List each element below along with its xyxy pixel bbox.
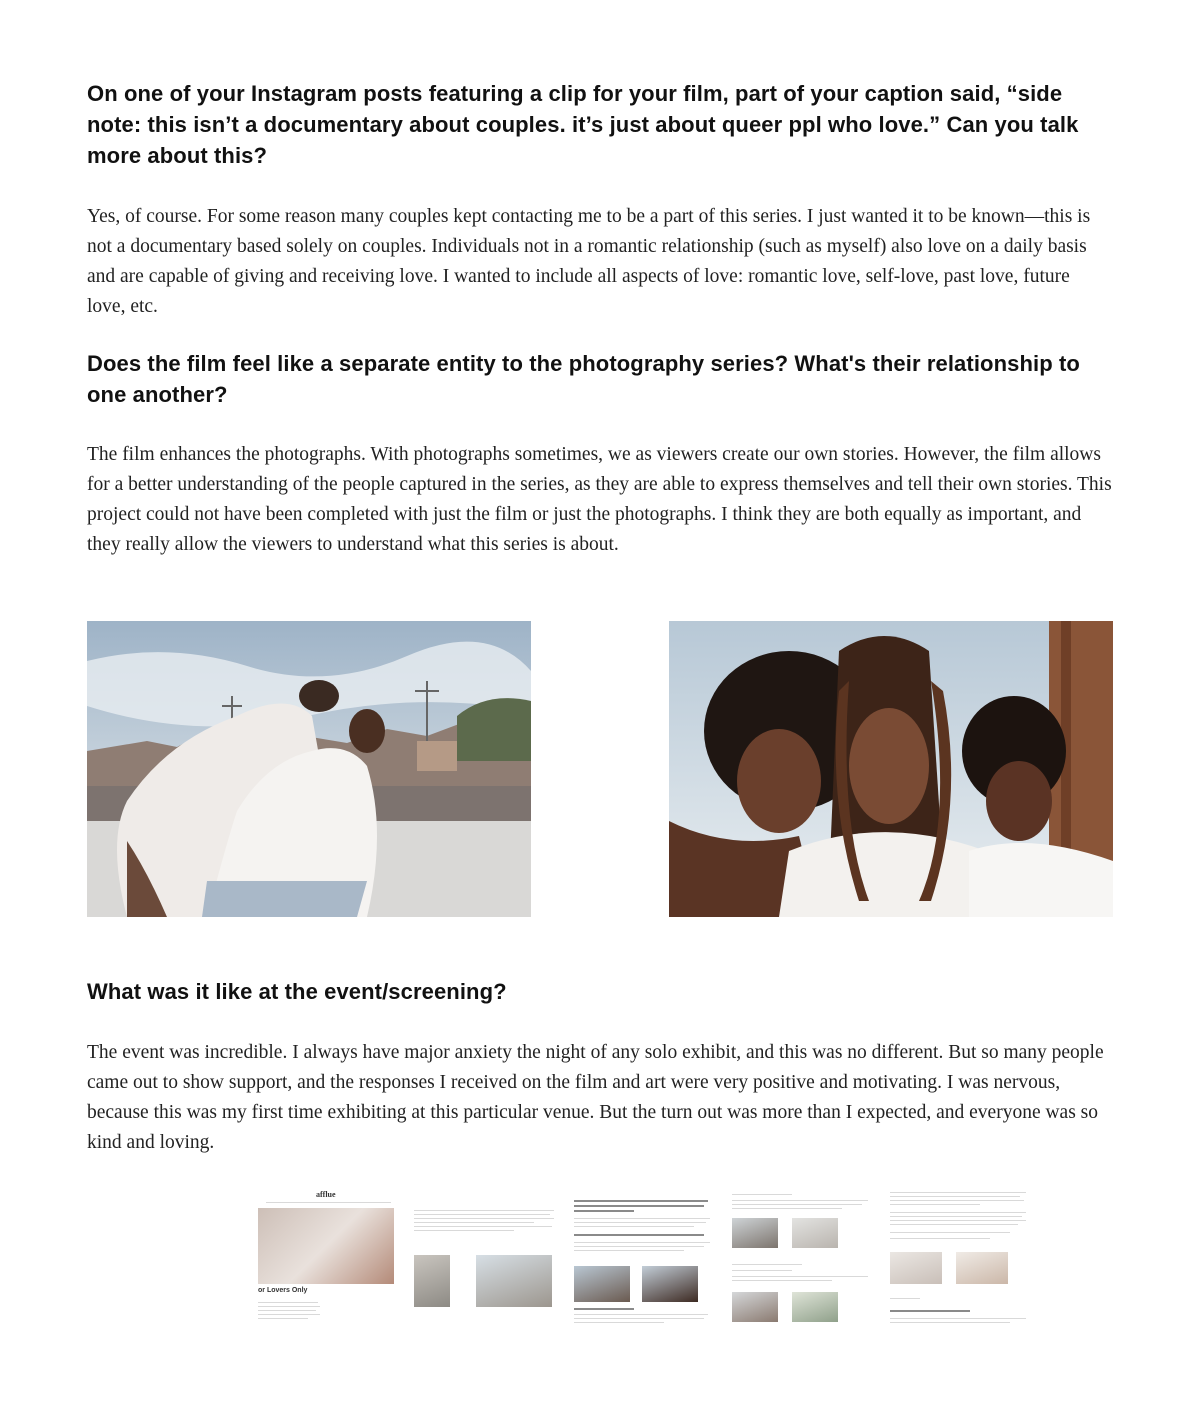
interview-answer-3: The event was incredible. I always have major anxiety the night of any solo exhibit, and this was no different. But so many people came out to show support, and the responses I received on the film and art were very positive and motivating. I was nervous, because this was my first time exhibiting at this particular venue. But the turn out was more than I expected, and everyone was so kind and loving. [87, 1042, 1104, 1153]
page-thumbnail-5[interactable] [888, 1180, 1034, 1330]
interview-question-2: Does the film feel like a separate entity to the photography series? What's their relationship to one another? [87, 351, 1080, 407]
three-portrait-photo-illustration [669, 621, 1113, 917]
interview-question-3: What was it like at the event/screening? [87, 979, 507, 1004]
interview-answer-2: The film enhances the photographs. With photographs sometimes, we as viewers create our own stories. However, the film allows for a better understanding of the people captured in the series, as they are able to express themselves and tell their own stories. This project could not have been completed with just the film or just the photographs. I think they are both equally as important, and they really allow the viewers to understand what this series is about. [87, 444, 1112, 555]
thumbnail-title: or Lovers Only [258, 1287, 308, 1294]
interview-answer-1: Yes, of course. For some reason many couples kept contacting me to be a part of this series. I just wanted it to be known—this is not a documentary based solely on couples. Individuals not in a romantic relationship (such as myself) also love on a daily basis and are capable of giving and receiving love. I wanted to include all aspects of love: romantic love, self-love, past love, future love, etc. [87, 206, 1091, 317]
thumbnail-logo: afflue [316, 1190, 336, 1199]
rooftop-photo [87, 621, 531, 917]
page-thumbnail-2[interactable] [412, 1180, 558, 1330]
page-thumbnail-4[interactable] [730, 1180, 876, 1330]
three-portrait-photo [669, 621, 1113, 917]
thumbnail-image [258, 1208, 394, 1284]
rooftop-photo-illustration [87, 621, 531, 917]
page-thumbnails [250, 1180, 1030, 1340]
interview-question-1: On one of your Instagram posts featuring a clip for your film, part of your caption said, “side note: this isn’t a documentary about couples. it’s just about queer ppl who love.” Can you talk more about this? [87, 81, 1079, 168]
page-thumbnail-1[interactable] [256, 1180, 402, 1330]
page-thumbnail-3[interactable] [572, 1180, 718, 1330]
